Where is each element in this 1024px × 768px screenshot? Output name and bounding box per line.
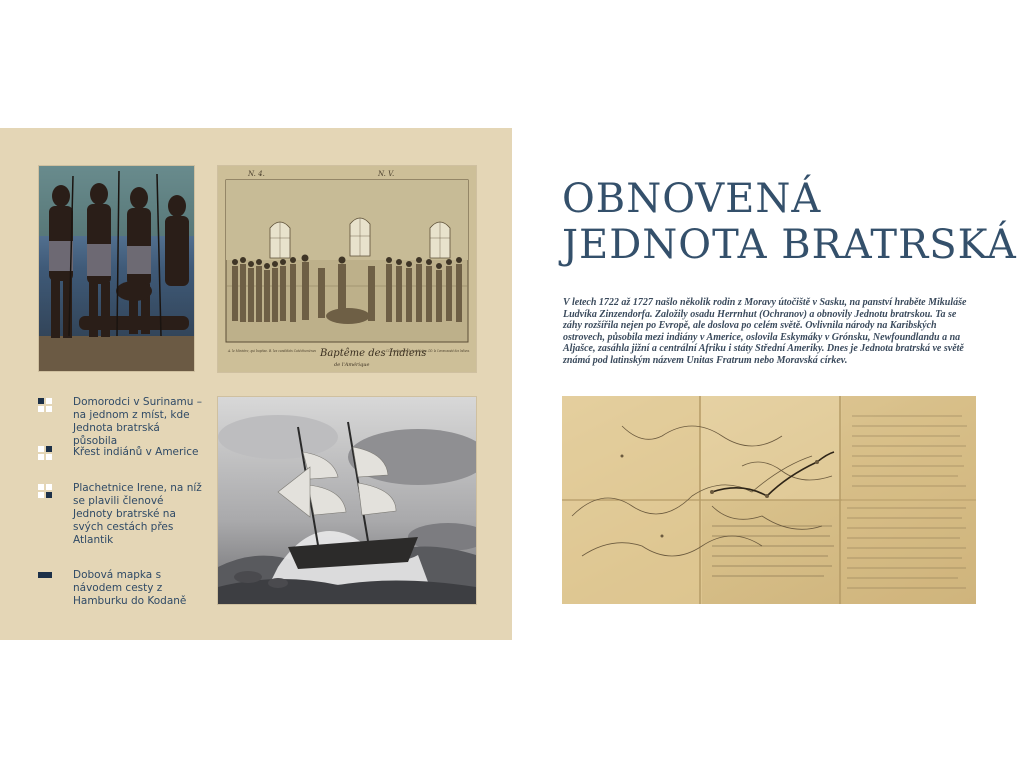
caption-ship: Plachetnice Irene, na níž se plavili členové Jednoty bratrské na svých cestách přes Atlantik: [73, 482, 202, 546]
photo-surinam-natives: [38, 165, 195, 372]
caption-marker-2: [38, 446, 52, 460]
body-paragraph: V letech 1722 až 1727 našlo několik rodin z Moravy útočiště v Sasku, na panství hraběte Mikuláše Ludvíka Zinzendorfa. Založily osadu Herrnhut (Ochranov) a obnovily Jednotu bratrskou. Ta se záhy rozšířila nejen po Evropě, ale doslova po celém světě. Ovlivnila národy na Karibských ostrovech, působila mezi indiány v Americe, oslovila Eskymáky v Grónsku, Newfoundlandu a na Aljašce, zasáhla jižní a centrální Afriku i státy Střední Ameriky. Dnes je Jednota bratrská ve světě známá pod latinským názvem Unitas Fratrum nebo Moravská církev.: [563, 297, 967, 366]
caption-map: Dobová mapka s návodem cesty z Hamburku do Kodaně: [73, 569, 187, 607]
engraving-top-right-label: N. V.: [378, 170, 395, 178]
caption-marker-3: [38, 484, 52, 498]
map-hamburg-copenhagen: [562, 396, 976, 604]
caption-marker-1: [38, 398, 52, 412]
engraving-caption-center-sub: de l'Amérique: [334, 362, 370, 368]
caption-baptism: Křest indiánů v Americe: [73, 446, 199, 458]
caption-surinam: Domorodci v Surinamu – na jednom z míst, kde Jednota bratrská působila: [73, 396, 203, 447]
page-title: [562, 176, 1017, 268]
engraving-caption-left: A. le Ministre, qui baptise. B. les candidats Catéchumènes: [227, 349, 317, 353]
engraving-top-label: N. 4.: [248, 170, 265, 178]
illustration-sailing-ship-irene: [217, 396, 477, 605]
title-line-1: OBNOVENÁ: [562, 176, 822, 222]
caption-marker-4: [38, 572, 52, 578]
engraving-caption-right: CC. Les Ouvriers de tout Nation. DD. la Communauté des Indiens.: [386, 349, 470, 353]
title-line-2: JEDNOTA BRATRSKÁ: [562, 222, 1017, 268]
engraving-caption-center: Baptême des Indiens: [320, 348, 427, 359]
engraving-baptism-of-indians: [217, 165, 477, 373]
